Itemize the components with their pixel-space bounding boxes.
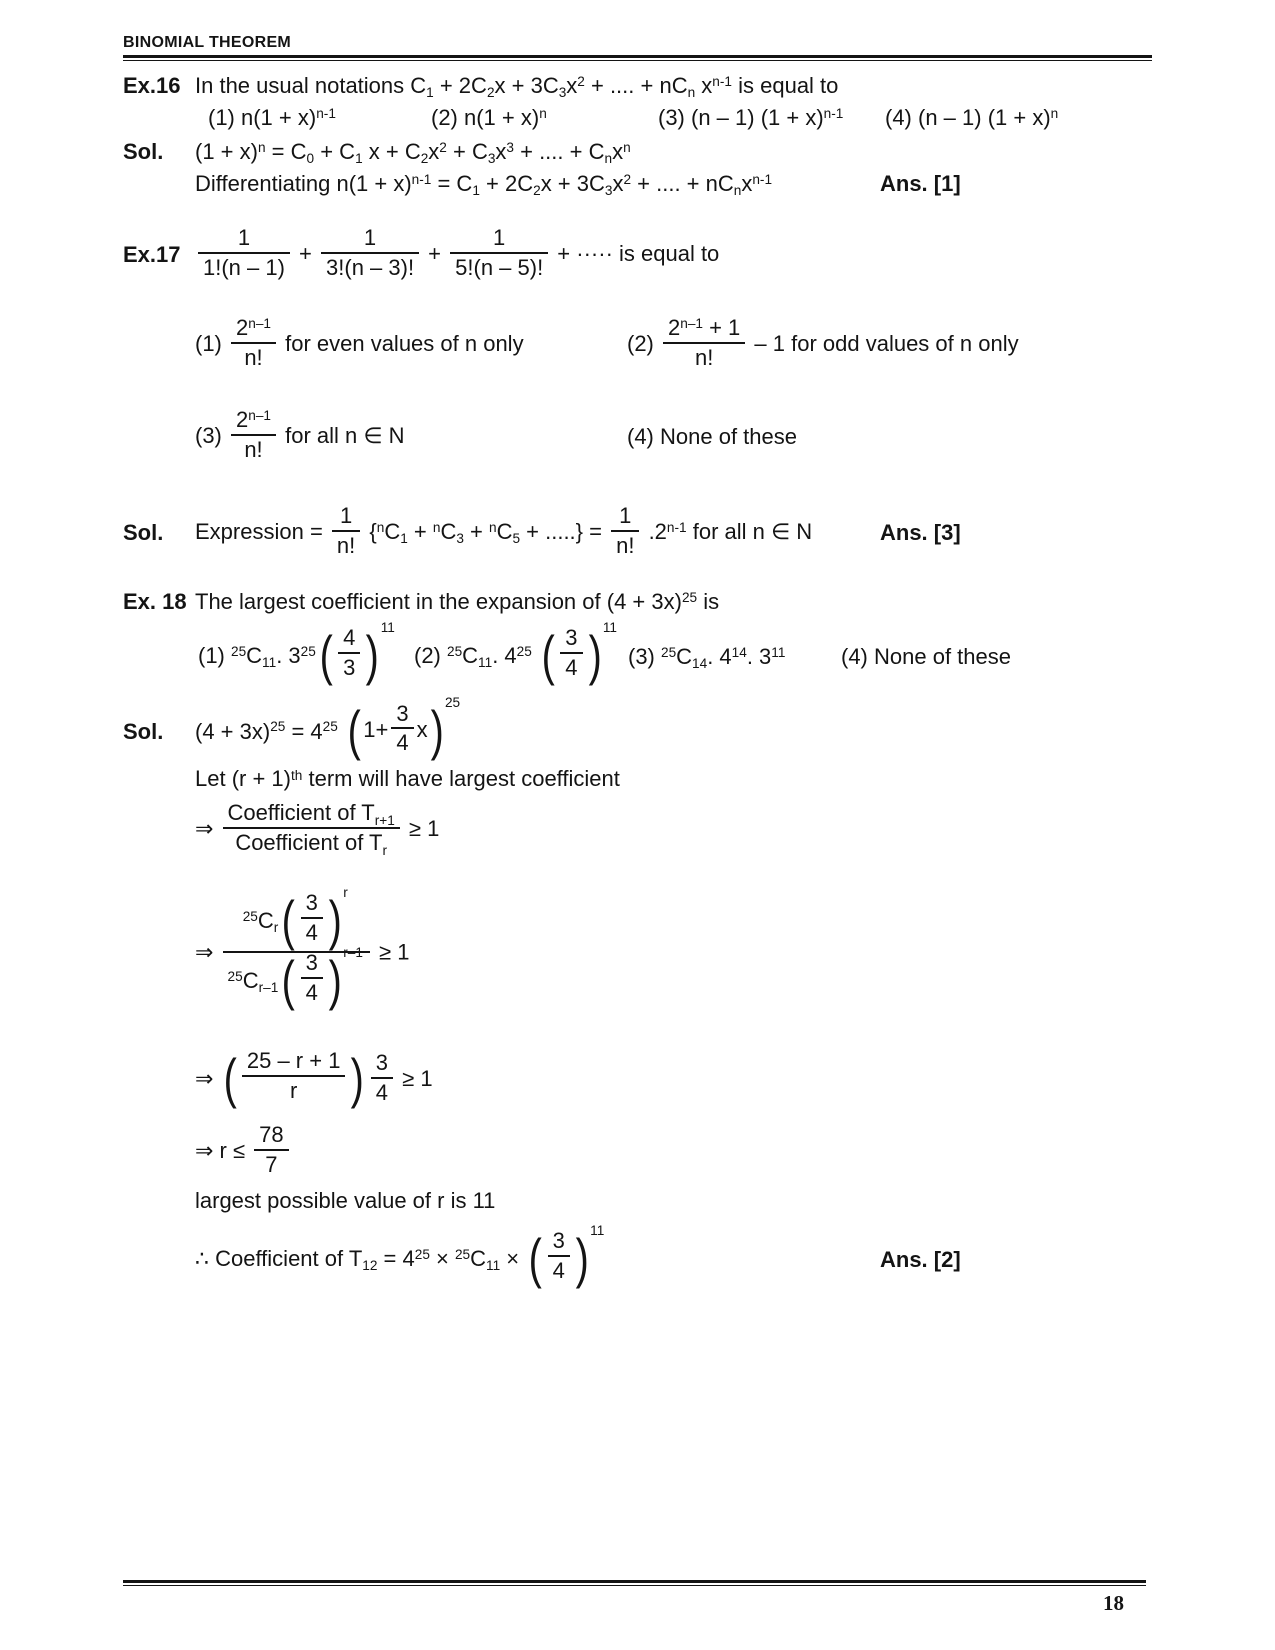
ex16-option-4: (4) (n – 1) $(1 + x)^n$: [885, 105, 1059, 130]
ex18-answer: Ans. [2]: [880, 1246, 961, 1272]
parenthesized-group: ( $\frac{4}{3}$ ) 11: [319, 619, 395, 686]
ex18-largest-line: largest possible value of r is 11: [195, 1187, 496, 1213]
ex18-option-4: (4) None of these: [841, 643, 1011, 669]
fraction: $\frac{3}{4}$: [301, 890, 323, 946]
fraction: $\frac{1}{n!}$: [611, 503, 639, 559]
ex16-option-3: (3) (n – 1) $(1 + x)^{n-1}$: [658, 105, 844, 130]
ex18-step3: ⇒ ( $\frac{25 - r + 1}{r}$ ) $\frac{3}{4}$ ≥ 1: [195, 1047, 433, 1110]
parenthesized-group: ( $\frac{25 - r + 1}{r}$ ): [223, 1047, 365, 1110]
ex18-options-row: [198, 619, 1152, 686]
ex18-sol-line1: $(4 + 3x)^{25} = 4^{25}$ ( 1+ $\frac{3}{4}$ x ) 25: [195, 695, 461, 762]
fraction: $\frac{3}{4}$: [560, 625, 582, 681]
fraction: $\frac{1}{n!}$: [332, 503, 360, 559]
ex16-sol-line1: $(1 + x)^n = C_0 + C_1$ $x + C_2x^2 + C_3x^3$ + .... + $C_nx^n$: [195, 139, 631, 167]
ex16-question: In the usual notations $C_1 + 2C_2x + 3C_3x^2$ + .... + $nC_n$ $x^{n-1}$ is equal to: [195, 73, 839, 101]
ex18-final-row: [195, 1222, 1152, 1289]
fraction: $\frac{3}{4}$: [391, 701, 413, 757]
ex18-label: Ex. 18: [123, 588, 187, 614]
parenthesized-group: ( $\frac{3}{4}$ ) r: [281, 885, 348, 952]
ex18-final: ∴ Coefficient of $T_{12} = 4^{25} \times ^{25}C_{11}$ × ( $\frac{3}{4}$ ) 11: [195, 1222, 605, 1289]
ex18-option-3: (3) $^{25}C_{14}$. $4^{14}$. $3^{11}$: [628, 643, 786, 671]
fraction: $\frac{2^{n-1}}{n!}$: [231, 407, 276, 463]
page-number: 18: [1103, 1591, 1124, 1615]
ex17-answer: Ans. [3]: [880, 519, 961, 545]
ex17-options-row1: [195, 314, 1152, 373]
fraction: $\frac{25 - r + 1}{r}$: [242, 1048, 346, 1104]
ex17-label: Ex.17: [123, 241, 181, 267]
ex18-step4: ⇒ r ≤ $\frac{78}{7}$: [195, 1124, 1152, 1180]
ex17-options-row2: [195, 406, 1152, 465]
fraction: $^{25}C_r$ ( $\frac{3}{4}$ ) r $^{25}C_{r-1}$ ( $\frac{3}{4}$ ) r–1: [223, 894, 370, 1010]
ex17-sol: Expression = $\frac{1}{n!}$ {$^nC_1 + ^nC_3 + ^nC_5$ + .....} = $\frac{1}{n!}$ .2$^{n-1}$ for all n ∈ N: [195, 502, 813, 558]
parenthesized-group: ( $\frac{3}{4}$ ) 11: [541, 619, 618, 686]
ex16-question-row: [123, 73, 1152, 99]
ex17-sol-label: Sol.: [123, 519, 164, 545]
page-header-title: BINOMIAL THEOREM: [123, 34, 292, 51]
ex17-sol-row: [123, 502, 1152, 561]
ex16-sol-row1: [123, 139, 1152, 165]
ex18-option-2: (2) $^{25}C_{11}$. $4^{25}$ ( $\frac{3}{4}$ ) 11: [414, 619, 618, 686]
ex17-option-2: (2) $\frac{2^{n-1} + 1}{n!}$ – 1 for odd values of n only: [627, 314, 1019, 370]
ex17-question-row: [123, 227, 1152, 283]
ex18-sol-label: Sol.: [123, 719, 164, 745]
ex18-question-row: [123, 589, 1152, 615]
fraction: $\frac{3}{4}$: [371, 1050, 393, 1106]
footer-rule: [123, 1580, 1146, 1586]
fraction: $\frac{3}{4}$: [301, 950, 323, 1006]
fraction: $\frac{1}{1!(n - 1)}$: [198, 225, 290, 281]
ex18-sol-row1: [123, 695, 1152, 762]
fraction: $\frac{1}{5!(n - 5)!}$: [450, 225, 548, 281]
ex18-let-line: Let $(r + 1)^{th}$ term will have largest coefficient: [195, 766, 620, 792]
ex16-sol-label: Sol.: [123, 139, 164, 164]
header-rule: [123, 55, 1152, 61]
ex16-sol-row2: [123, 171, 1152, 197]
fraction: $\frac{3}{4}$: [548, 1228, 570, 1284]
ex18-step2: ⇒ $^{25}C_r$ ( $\frac{3}{4}$ ) r $^{25}C_{r-1}$ ( $\frac{3}{4}$ ) r–1 ≥ 1: [195, 885, 410, 1012]
fraction: $\frac{1}{3!(n - 3)!}$: [321, 225, 419, 281]
ex17-option-4: (4) None of these: [627, 423, 797, 449]
ex16-answer: Ans. [1]: [880, 171, 961, 196]
ex17-option-3: (3) $\frac{2^{n-1}}{n!}$ for all n ∈ N: [195, 406, 405, 462]
ex17-question: $\frac{1}{1!(n - 1)}$ + $\frac{1}{3!(n - 3)!}$ + $\frac{1}{5!(n - 5)!}$ + ····· is equal to: [195, 227, 1152, 283]
fraction: $\frac{2^{n-1} + 1}{n!}$: [663, 315, 745, 371]
ex16-option-2: (2) $n(1 + x)^n$: [431, 105, 547, 130]
ex16-options-row: [208, 105, 1152, 131]
ex16-sol-line2: Differentiating $n(1 + x)^{n-1} = C_1 + 2C_2x + 3C_3x^2$ + .... + $nC_nx^{n-1}$: [195, 171, 773, 199]
ex18-step1: ⇒ $\frac{Coefficient of T_{r+1}}{Coefficient of T_r}$ ≥ 1: [195, 800, 440, 858]
ex16-label: Ex.16: [123, 73, 181, 98]
ex16-option-1: (1) $n(1 + x)^{n-1}$: [208, 105, 336, 130]
parenthesized-group: ( $\frac{3}{4}$ ) r–1: [281, 945, 363, 1012]
ex18-question: The largest coefficient in the expansion of $(4 + 3x)^{25}$ is: [195, 588, 720, 614]
fraction: $\frac{Coefficient of T_{r+1}}{Coefficient of T_r}$: [223, 800, 400, 856]
fraction: $\frac{2^{n-1}}{n!}$: [231, 315, 276, 371]
fraction: $\frac{78}{7}$: [254, 1122, 288, 1178]
parenthesized-group: ( $\frac{3}{4}$ ) 11: [528, 1222, 605, 1289]
parenthesized-group: ( 1+ $\frac{3}{4}$ x ) 25: [347, 695, 461, 762]
fraction: $\frac{4}{3}$: [338, 625, 360, 681]
ex17-option-1: (1) $\frac{2^{n-1}}{n!}$ for even values of n only: [195, 314, 524, 370]
ex18-option-1: (1) $^{25}C_{11}$. $3^{25}$ ( $\frac{4}{3}$ ) 11: [198, 619, 395, 686]
